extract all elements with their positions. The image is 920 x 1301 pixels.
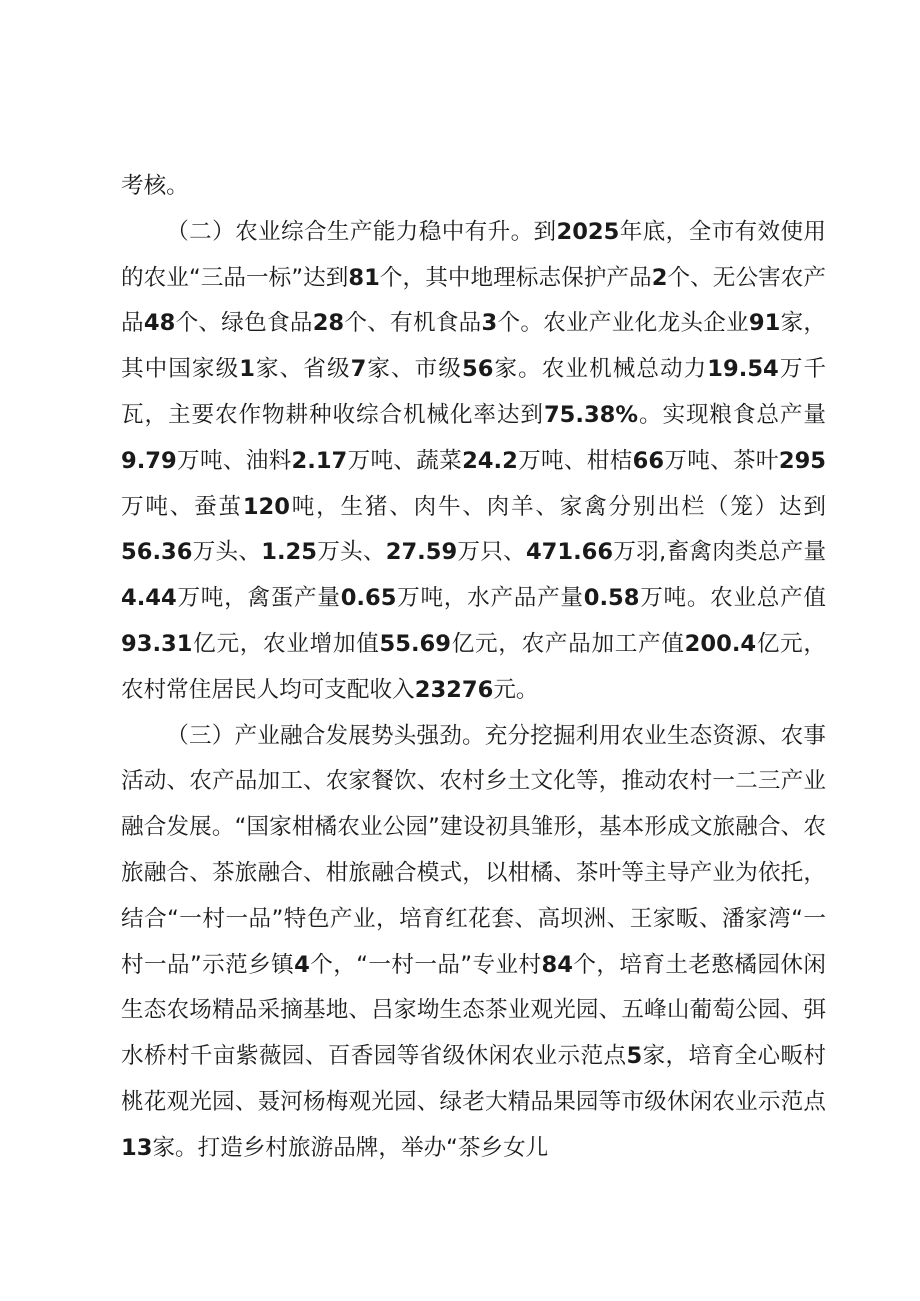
bold-number: 24.2 [462,447,518,474]
bold-number: 295 [778,447,827,474]
bold-number: 200.4 [684,630,757,657]
bold-number: 3 [481,310,498,337]
text-run: 万吨、油料 [176,447,292,474]
bold-number: 56 [461,356,494,383]
bold-number: 7 [350,356,367,383]
text-run: 元。 [493,676,539,703]
bold-number: 55.69 [379,630,451,657]
text-run: 家，培育全心畈村桃花观光园、聂河杨梅观光园、绿老大精品果园等市级休闲农业示范点 [121,1043,827,1115]
bold-number: 471.66 [525,539,614,566]
bold-number: 28 [312,310,345,337]
text-run: （三）产业融合发展势头强劲。充分挖掘利用农业生态资源、农事活动、农产品加工、农家餐饮、农村乡土文化等，推动农村一二三产业融合发展。“国家柑橘农业公园”建设初具雏形，基本形成文旅融合、农旅融合、茶旅融合、柑旅融合模式，以柑橘、茶叶等主导产业为依托，结合“一村一品”特色产业，培育红花套、高坝洲、王家畈、潘家湾“一村一品”示范乡镇 [121,722,826,978]
bold-number: 19.54 [707,356,779,383]
bold-number: 4.44 [121,585,177,612]
text-run: 亿元，农业增加值 [192,630,380,657]
text-run: 个，培育土老憨橘园休闲生态农场精品采摘基地、吕家坳生态茶业观光园、五峰山葡萄公园、弭水桥村千亩紫薇园、百香园等省级休闲农业示范点 [121,951,826,1070]
bold-number: 120 [242,493,290,520]
bold-number: 75.38% [543,401,639,428]
text-run: 个，其中地理标志保护产品 [379,264,652,291]
bold-number: 84 [541,951,573,978]
bold-number: 1 [239,356,255,383]
bold-number: 2.17 [291,447,348,474]
text-run: 万吨，水产品产量 [396,585,584,612]
text-run: 万吨，禽蛋产量 [176,585,341,612]
text-run: 万只、 [457,539,526,566]
bold-number: 1.25 [261,539,317,566]
bold-number: 0.65 [340,585,397,612]
text-run: 个。农业产业化龙头企业 [497,310,749,337]
text-run: 万头、 [192,539,262,566]
text-run: 万吨、蚕茧 [121,493,243,520]
text-run: 亿元，农村常住居民人均可支配收入 [121,630,827,703]
text-run: 亿元，农产品加工产值 [451,630,685,657]
text-run: 万吨、茶叶 [664,447,779,474]
text-run: 家、市级 [366,356,462,383]
bold-number: 48 [143,310,176,337]
text-run: 家、省级 [254,356,351,383]
text-run: 吨，生猪、肉牛、肉羊、家禽分别出栏（笼）达到 [290,493,827,520]
text-run: 个，“一村一品”专业村 [309,951,542,978]
text-run: 个、绿色食品 [175,310,313,337]
text-run: 万千瓦，主要农作物耕种收综合机械化率达到 [121,356,827,428]
bold-number: 0.58 [583,585,640,612]
paragraph [121,164,826,210]
text-run: 年底，全市有效使用的农业“三品一标”达到 [121,218,827,291]
text-run: 考核。 [121,173,189,199]
text-run: 家，其中国家级 [121,310,827,383]
bold-number: 27.59 [385,539,458,566]
document-body [121,164,826,1172]
bold-number: 2 [651,264,668,291]
paragraph [121,714,826,1172]
text-run: 。实现粮食总产量 [638,401,827,428]
paragraph [121,210,826,714]
bold-number: 56.36 [121,539,193,566]
bold-number: 23276 [414,676,494,703]
bold-number: 2025 [556,218,620,245]
bold-number: 66 [632,447,665,474]
text-run: 万吨、蔬菜 [347,447,463,474]
bold-number: 13 [121,1134,153,1161]
text-run: 万吨。农业总产值 [639,585,827,612]
text-run: 万羽,畜禽肉类总产量 [613,539,827,566]
bold-number: 81 [348,264,380,291]
bold-number: 5 [626,1043,643,1070]
text-run: 万头、 [316,539,386,566]
bold-number: 9.79 [121,447,177,474]
bold-number: 91 [748,310,781,337]
text-run: 家。农业机械总动力 [493,356,708,383]
text-run: 个、无公害农产品 [121,264,827,337]
bold-number: 93.31 [121,630,193,657]
text-run: 万吨、柑桔 [517,447,633,474]
bold-number: 4 [294,951,310,978]
text-run: 家。打造乡村旅游品牌，举办“茶乡女儿 [152,1134,549,1161]
text-run: 个、有机食品 [344,310,482,337]
text-run: （二）农业综合生产能力稳中有升。到 [166,218,557,245]
